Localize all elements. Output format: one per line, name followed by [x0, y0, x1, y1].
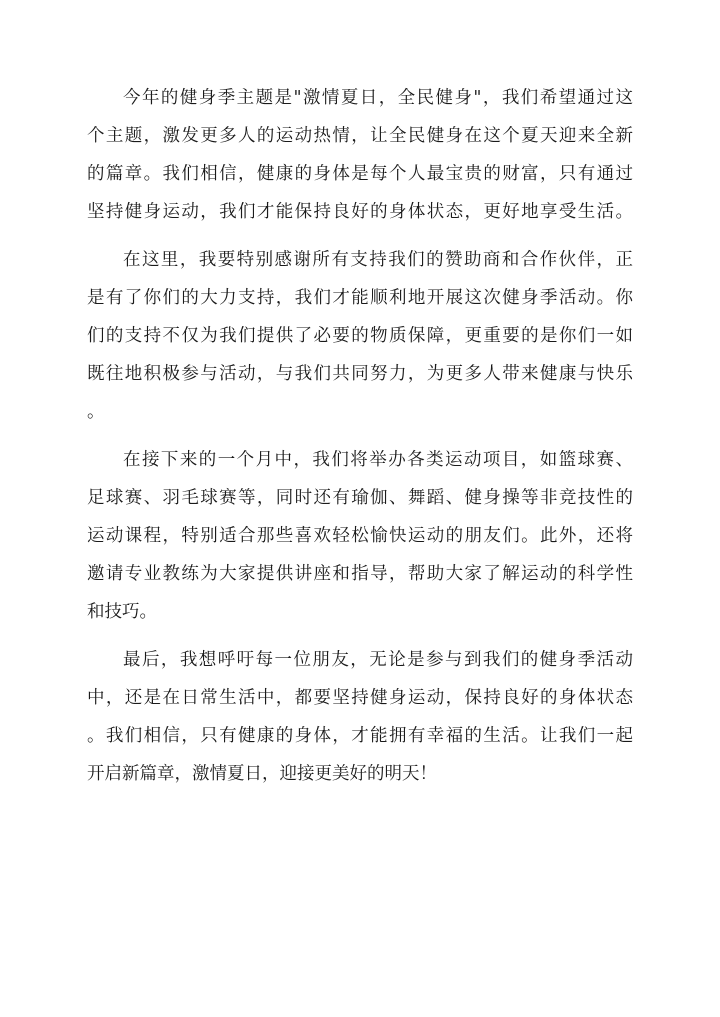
- paragraph-closing: [87, 641, 633, 793]
- text-line: 个主题，激发更多人的运动热情，让全民健身在这个夏天迎来全新: [87, 126, 633, 146]
- text-line: 邀请专业教练为大家提供讲座和指导，帮助大家了解运动的科学性: [87, 564, 633, 584]
- text-line: 开启新篇章，激情夏日，迎接更美好的明天！: [87, 764, 437, 784]
- text-line: 既往地积极参与活动，与我们共同努力，为更多人带来健康与快乐: [87, 364, 633, 384]
- text-line: 坚持健身运动，我们才能保持良好的身体状态，更好地享受生活。: [87, 202, 633, 222]
- text-line: 今年的健身季主题是"激情夏日，全民健身"，我们希望通过这: [123, 88, 633, 108]
- text-line: 。: [87, 402, 105, 422]
- paragraph-theme: [87, 79, 633, 231]
- document-body: [87, 79, 633, 803]
- text-line: 。我们相信，只有健康的身体，才能拥有幸福的生活。让我们一起: [87, 726, 633, 746]
- paragraph-thanks: [87, 241, 633, 431]
- text-line: 足球赛、羽毛球赛等，同时还有瑜伽、舞蹈、健身操等非竞技性的: [87, 488, 633, 508]
- text-line: 运动课程，特别适合那些喜欢轻松愉快运动的朋友们。此外，还将: [87, 526, 633, 546]
- paragraph-events: [87, 441, 633, 631]
- text-line: 中，还是在日常生活中，都要坚持健身运动，保持良好的身体状态: [87, 688, 633, 708]
- text-line: 在接下来的一个月中，我们将举办各类运动项目，如篮球赛、: [123, 450, 633, 470]
- text-line: 们的支持不仅为我们提供了必要的物质保障，更重要的是你们一如: [87, 326, 633, 346]
- text-line: 在这里，我要特别感谢所有支持我们的赞助商和合作伙伴，正: [123, 250, 633, 270]
- text-line: 和技巧。: [87, 602, 157, 622]
- text-line: 的篇章。我们相信，健康的身体是每个人最宝贵的财富，只有通过: [87, 164, 633, 184]
- text-line: 是有了你们的大力支持，我们才能顺利地开展这次健身季活动。你: [87, 288, 633, 308]
- text-line: 最后，我想呼吁每一位朋友，无论是参与到我们的健身季活动: [123, 650, 633, 670]
